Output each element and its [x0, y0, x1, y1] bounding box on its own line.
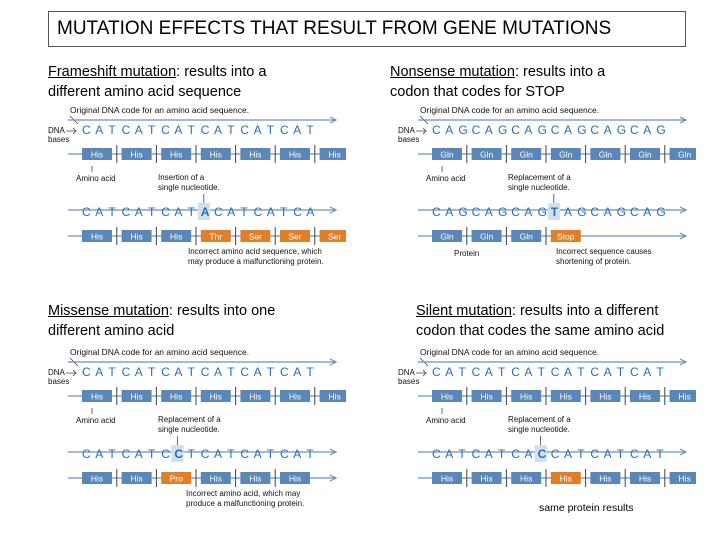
dna-pointer — [416, 128, 426, 134]
bases-label: bases — [398, 135, 420, 144]
amino-acid-label: His — [480, 473, 493, 484]
amino-acid-label: His — [130, 231, 143, 242]
silent-diagram — [396, 346, 696, 496]
dna-base: A — [174, 365, 183, 379]
dna-base: C — [121, 205, 131, 219]
dna-base: G — [656, 123, 666, 137]
amino-acid-label: His — [209, 391, 222, 402]
amino-acid-label: Pro — [169, 473, 183, 484]
amino-acid-label: His — [520, 391, 533, 402]
amino-acid-label: His — [288, 149, 302, 160]
dna-base: A — [643, 205, 652, 219]
dna-base: A — [603, 205, 612, 219]
outcome-note: produce a malfunctioning protein. — [186, 499, 305, 508]
dna-base: C — [550, 365, 560, 379]
dna-base: A — [564, 205, 573, 219]
heading-term: Nonsense mutation — [390, 64, 515, 80]
dna-base: C — [174, 447, 184, 461]
dna-base: C — [240, 365, 250, 379]
dna-label: DNA — [48, 368, 65, 377]
dna-base: A — [293, 365, 302, 379]
dna-base: C — [590, 365, 600, 379]
mutation-note: Replacement of a — [508, 173, 571, 182]
dna-base: T — [280, 205, 288, 219]
dna-base: C — [471, 123, 481, 137]
dna-base: T — [227, 447, 235, 461]
dna-base: A — [564, 123, 573, 137]
amino-acid-label: His — [170, 149, 183, 160]
heading-frameshift — [48, 62, 266, 102]
diagram-svg — [46, 346, 346, 516]
page-title: MUTATION EFFECTS THAT RESULT FROM GENE MUTATIONS — [48, 11, 686, 47]
dna-base: A — [484, 447, 493, 461]
dna-base: A — [445, 447, 454, 461]
outcome-note: may produce a malfunctioning protein. — [188, 257, 324, 266]
dna-base: A — [95, 123, 104, 137]
dna-base: A — [643, 447, 652, 461]
amino-acid-label: His — [209, 149, 222, 160]
diagram-caption: Original DNA code for an amino acid sequence. — [420, 347, 600, 357]
amino-acid-label: His — [90, 231, 104, 242]
amino-acid-label: Ser — [288, 231, 302, 242]
dna-base: T — [458, 447, 466, 461]
amino-acid-label: His — [638, 473, 652, 484]
dna-base: C — [82, 205, 91, 219]
amino-acid-label: His — [599, 391, 612, 402]
bases-label: bases — [48, 377, 70, 386]
dna-base: T — [498, 447, 506, 461]
amino-acid-label: His — [130, 149, 143, 160]
dna-base: T — [227, 365, 235, 379]
dna-base: T — [266, 365, 275, 379]
dna-base: A — [214, 365, 223, 379]
dna-base: C — [161, 123, 170, 137]
dna-base: A — [306, 205, 315, 219]
dna-base: A — [524, 123, 533, 137]
dna-base: T — [498, 365, 506, 379]
bases-label: bases — [398, 377, 420, 386]
dna-base: A — [174, 205, 183, 219]
amino-acid-label: His — [520, 473, 533, 484]
outcome-note: Incorrect amino acid, which may — [186, 489, 301, 498]
dna-base: C — [82, 123, 91, 137]
dna-pointer — [66, 128, 76, 134]
dna-base: C — [200, 123, 210, 137]
dna-base: A — [484, 205, 493, 219]
heading-term: Frameshift mutation — [48, 64, 177, 80]
dna-base: C — [471, 365, 481, 379]
amino-acid-label: His — [90, 391, 104, 402]
dna-base: A — [134, 447, 143, 461]
heading-rest: : results into a — [176, 64, 267, 80]
dna-base: A — [200, 205, 210, 219]
heading-rest: : results into a — [514, 64, 606, 80]
dna-base: A — [524, 205, 533, 219]
outcome-note: shortening of protein. — [556, 257, 632, 266]
dna-label: DNA — [398, 126, 415, 135]
diagram-caption: Original DNA code for an amino acid sequence. — [70, 347, 250, 357]
dna-base: C — [200, 365, 210, 379]
dna-base: A — [524, 447, 533, 461]
amino-acid-label: Gln — [598, 149, 613, 160]
diagram-svg — [396, 104, 696, 274]
silent-note: same protein results — [539, 502, 634, 514]
amino-acid-label: His — [249, 149, 262, 160]
dna-base: T — [616, 365, 625, 379]
amino-acid-label: His — [559, 391, 572, 402]
dna-base: T — [187, 123, 195, 137]
dna-base: A — [603, 365, 612, 379]
amino-acid-label: His — [130, 473, 143, 484]
amino-acid-label: His — [678, 391, 691, 402]
amino-acid-label: Gln — [479, 149, 494, 160]
amino-acid-label: His — [249, 473, 262, 484]
dna-base: C — [280, 365, 289, 379]
amino-acid-label: His — [170, 391, 183, 402]
mutation-note: single nucleotide. — [508, 183, 570, 192]
dna-base: A — [524, 365, 533, 379]
dna-base: C — [432, 123, 441, 137]
dna-base: A — [293, 447, 302, 461]
dna-base: C — [253, 205, 263, 219]
amino-acid-label: Ser — [248, 231, 263, 242]
outcome-note: Incorrect sequence causes — [556, 247, 652, 256]
mutation-note: single nucleotide. — [158, 183, 220, 192]
heading-rest: : results into one — [168, 303, 276, 319]
dna-base: A — [445, 205, 454, 219]
heading-term: Missense mutation — [48, 303, 169, 319]
dna-base: G — [537, 205, 547, 219]
dna-base: A — [564, 365, 573, 379]
dna-base: A — [253, 447, 262, 461]
dna-base: C — [214, 205, 223, 219]
dna-base: A — [643, 123, 652, 137]
diagram-caption: Original DNA code for an amino acid sequence. — [420, 105, 600, 115]
amino-acid-label: His — [90, 473, 104, 484]
amino-acid-label: His — [328, 149, 341, 160]
amino-acid-caption: Amino acid — [76, 416, 116, 425]
amino-acid-label: His — [480, 391, 493, 402]
dna-base: C — [121, 365, 131, 379]
dna-base: C — [121, 123, 131, 137]
dna-base: C — [471, 205, 481, 219]
dna-base: C — [280, 447, 289, 461]
dna-base: A — [603, 447, 612, 461]
dna-base: C — [161, 447, 170, 461]
dna-base: G — [577, 123, 587, 137]
dna-base: C — [537, 447, 547, 461]
dna-base: T — [537, 365, 545, 379]
amino-acid-label: Stop — [557, 231, 575, 242]
dna-base: C — [630, 123, 639, 137]
heading-missense — [48, 301, 275, 341]
dna-base: C — [550, 447, 560, 461]
missense-diagram — [46, 346, 346, 516]
outcome-note: Incorrect amino acid sequence, which — [188, 247, 322, 256]
dna-base: A — [134, 205, 143, 219]
amino-acid-label: His — [638, 391, 652, 402]
dna-base: C — [471, 447, 481, 461]
dna-base: T — [656, 365, 664, 379]
dna-base: T — [227, 123, 235, 137]
amino-acid-label: Ser — [327, 231, 342, 242]
dna-base: C — [161, 205, 170, 219]
dna-base: A — [174, 123, 183, 137]
dna-base: T — [306, 365, 314, 379]
dna-base: C — [590, 123, 600, 137]
amino-acid-label: Gln — [519, 149, 533, 160]
dna-base: T — [656, 447, 664, 461]
dna-base: C — [630, 205, 639, 219]
dna-base: T — [458, 365, 466, 379]
dna-base: G — [458, 123, 468, 137]
heading-term: Silent mutation — [416, 303, 512, 319]
dna-base: T — [550, 205, 559, 219]
dna-base: T — [148, 123, 156, 137]
dna-base: C — [590, 447, 600, 461]
dna-base: A — [214, 123, 223, 137]
amino-acid-caption: Amino acid — [76, 174, 116, 183]
dna-base: C — [82, 447, 91, 461]
dna-base: T — [108, 123, 116, 137]
dna-base: A — [95, 205, 104, 219]
amino-acid-label: His — [288, 391, 302, 402]
amino-acid-label: His — [90, 149, 104, 160]
dna-base: A — [95, 447, 104, 461]
dna-base: A — [445, 123, 454, 137]
amino-acid-label: Gln — [440, 149, 454, 160]
mutation-note: single nucleotide. — [508, 425, 570, 434]
dna-base: T — [108, 205, 116, 219]
heading-line2: codon that codes the same amino acid — [416, 323, 665, 339]
dna-base: C — [511, 447, 520, 461]
amino-acid-caption: Amino acid — [426, 416, 466, 425]
dna-pointer — [416, 370, 426, 376]
diagram-caption: Original DNA code for an amino acid sequence. — [70, 105, 250, 115]
dna-base: C — [240, 447, 250, 461]
dna-base: C — [240, 123, 250, 137]
dna-base: G — [537, 123, 547, 137]
dna-base: G — [458, 205, 468, 219]
amino-acid-label: His — [678, 473, 691, 484]
amino-acid-label: His — [170, 231, 183, 242]
dna-base: A — [564, 447, 573, 461]
dna-base: C — [293, 205, 302, 219]
dna-base: C — [511, 205, 520, 219]
dna-base: G — [577, 205, 587, 219]
dna-base: C — [511, 123, 520, 137]
amino-acid-label: Gln — [440, 231, 454, 242]
dna-base: G — [616, 205, 627, 219]
amino-acid-label: His — [328, 391, 341, 402]
frameshift-diagram — [46, 104, 346, 274]
dna-base: A — [253, 365, 262, 379]
dna-base: G — [616, 123, 627, 137]
dna-base: A — [214, 447, 223, 461]
amino-acid-label: His — [249, 391, 262, 402]
dna-base: C — [630, 447, 639, 461]
dna-base: A — [253, 123, 262, 137]
amino-acid-label: His — [130, 391, 143, 402]
dna-base: A — [643, 365, 652, 379]
dna-base: C — [82, 365, 91, 379]
dna-base: G — [498, 123, 508, 137]
mutation-note: Replacement of a — [158, 415, 221, 424]
dna-base: T — [577, 365, 585, 379]
dna-base: C — [200, 447, 210, 461]
diagram-svg — [396, 346, 696, 496]
amino-acid-label: His — [209, 473, 222, 484]
dna-base: T — [187, 447, 195, 461]
dna-base: A — [484, 365, 493, 379]
amino-acid-label: Gln — [677, 149, 692, 160]
dna-base: G — [498, 205, 508, 219]
dna-base: A — [266, 205, 275, 219]
dna-base: C — [432, 447, 441, 461]
dna-base: A — [134, 123, 143, 137]
dna-base: A — [603, 123, 612, 137]
amino-acid-label: Gln — [559, 149, 573, 160]
amino-acid-label: His — [440, 473, 454, 484]
heading-silent — [416, 301, 664, 341]
dna-base: T — [577, 447, 585, 461]
dna-base: T — [266, 447, 275, 461]
dna-base: T — [148, 365, 156, 379]
dna-base: T — [108, 447, 116, 461]
dna-pointer — [66, 370, 76, 376]
amino-acid-label: Thr — [209, 231, 223, 242]
mutation-note: single nucleotide. — [158, 425, 220, 434]
dna-base: A — [227, 205, 236, 219]
bases-label: bases — [48, 135, 70, 144]
dna-base: C — [630, 365, 639, 379]
dna-label: DNA — [48, 126, 65, 135]
dna-base: C — [432, 365, 441, 379]
heading-rest: : results into a different — [511, 303, 659, 319]
dna-base: T — [266, 123, 275, 137]
mutation-note: Replacement of a — [508, 415, 571, 424]
dna-base: T — [306, 447, 314, 461]
dna-base: T — [187, 205, 195, 219]
dna-base: A — [484, 123, 493, 137]
amino-acid-label: His — [599, 473, 612, 484]
nonsense-diagram — [396, 104, 696, 274]
dna-base: T — [108, 365, 116, 379]
dna-base: G — [656, 205, 666, 219]
amino-acid-label: His — [440, 391, 454, 402]
dna-base: C — [511, 365, 520, 379]
dna-base: T — [148, 205, 156, 219]
dna-base: T — [306, 123, 314, 137]
dna-base: A — [445, 365, 454, 379]
mutation-note: Insertion of a — [158, 173, 205, 182]
amino-acid-label: Gln — [479, 231, 494, 242]
dna-base: T — [616, 447, 625, 461]
amino-acid-label: His — [559, 473, 572, 484]
dna-base: C — [432, 205, 441, 219]
heading-line2: different amino acid — [48, 323, 175, 339]
dna-base: C — [590, 205, 600, 219]
diagram-svg — [46, 104, 346, 274]
dna-base: A — [293, 123, 302, 137]
protein-label: Protein — [454, 249, 480, 258]
dna-base: C — [550, 123, 560, 137]
dna-base: T — [148, 447, 156, 461]
amino-acid-label: Gln — [519, 231, 533, 242]
heading-nonsense — [390, 62, 605, 102]
dna-base: C — [161, 365, 170, 379]
heading-line2: codon that codes for STOP — [390, 84, 565, 100]
amino-acid-caption: Amino acid — [426, 174, 466, 183]
dna-label: DNA — [398, 368, 415, 377]
amino-acid-label: Gln — [638, 149, 652, 160]
dna-base: A — [95, 365, 104, 379]
dna-base: T — [240, 205, 248, 219]
heading-line2: different amino acid sequence — [48, 84, 242, 100]
dna-base: C — [121, 447, 131, 461]
amino-acid-label: His — [288, 473, 302, 484]
dna-base: T — [187, 365, 195, 379]
dna-base: C — [280, 123, 289, 137]
dna-base: A — [134, 365, 143, 379]
